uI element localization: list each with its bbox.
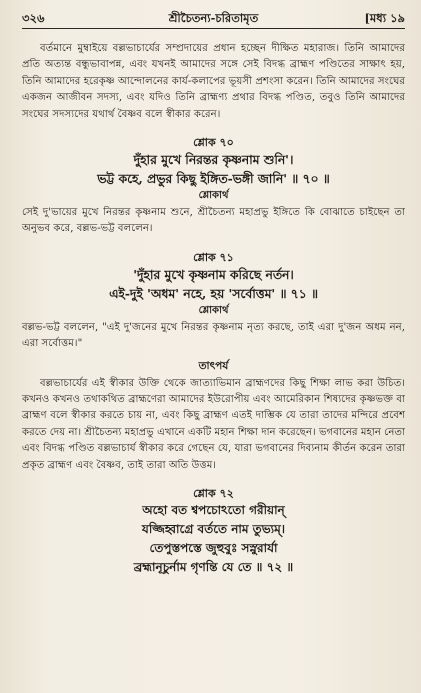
verse-72-line-4: ব্রহ্মানূচুর্নাম গৃণন্তি যে তে ॥ ৭২ ॥ bbox=[133, 560, 294, 575]
running-title: শ্রীচৈতন্য-চরিতামৃত bbox=[168, 11, 259, 25]
verse-71-translation-label: শ্লোকার্থ bbox=[198, 304, 229, 316]
verse-70-line-2: ভট্ট কহে, প্রভুর কিছু ইঙ্গিত-ভঙ্গী জানি' ॥ ৭০ ॥ bbox=[97, 171, 330, 187]
page-header bbox=[22, 8, 405, 29]
verse-71-line-1: 'দুঁহার মুখে কৃষ্ণনাম করিছে নর্তন। bbox=[133, 266, 294, 282]
verse-70-translation: সেই দু'ভায়ের মুখে নিরন্তর কৃষ্ণনাম শুনে, শ্রীচৈতন্য মহাপ্রভু ইঙ্গিতে কি বোঝাতে চাইছেন তা অনুভব করে, বল্লভ-ভট্ট বললেন। bbox=[22, 207, 405, 235]
verse-70-translation-label: শ্লোকার্থ bbox=[198, 190, 229, 202]
verse-70-line-1: দুঁহার মুখে নিরন্তর কৃষ্ণনাম শুনি'। bbox=[133, 152, 294, 168]
intro-paragraph: বর্তমানে মুম্বাইয়ে বল্লভাচার্যের সম্প্রদায়ের প্রধান হচ্ছেন দীক্ষিত মহারাজ। তিনি আমাদের প্রতি অত্যন্ত বন্ধুভাবাপন্ন, এবং যখনই আমাদের সঙ্গে সেই বিদগ্ধ ব্রাহ্মণ পণ্ডিতের সাক্ষাৎ হয়, তিনি আমাদের হরেকৃষ্ণ আন্দোলনের কার্য-কলাপের ভূয়সী প্রশংসা করেন। তিনি আমাদের সংঘের একজন আজীবন সদস্য, এবং যদিও তিনি ব্রাহ্মণ্য প্রথার বিদগ্ধ পণ্ডিত, তবুও তিনি আমাদের সংঘের সদস্যদের যথার্থ বৈষ্ণব বলে স্বীকার করেন। bbox=[22, 43, 405, 120]
verse-72-line-1: অহো বত শ্বপচোঽতো গরীয়ান্ bbox=[142, 503, 285, 518]
purport-label: তাৎপর্য bbox=[198, 359, 229, 372]
verse-72-line-2: যজ্জিহ্বাগ্রে বর্ততে নাম তুভ্যম্। bbox=[141, 522, 286, 537]
page-number: ৩২৬ bbox=[22, 11, 45, 25]
verse-71-line-2: এই-দুই 'অধম' নহে, হয় 'সর্বোত্তম' ॥ ৭১ ॥ bbox=[109, 285, 318, 301]
verse-70-heading: শ্লোক ৭০ bbox=[193, 136, 234, 150]
verse-71-translation: বল্লভ-ভট্ট বললেন, "এই দু'জনের মুখে নিরন্তর কৃষ্ণনাম নৃত্য করছে, তাই এরা দু'জন অধম নন, এরা সর্বোত্তম।" bbox=[22, 321, 405, 350]
purport-text: বল্লভাচার্যের এই স্বীকার উক্তি থেকে জাত্যাভিমান ব্রাহ্মণদের কিছু শিক্ষা লাভ করা উচিত। কখনও কখনও তথাকথিত ব্রাহ্মণেরা আমাদের ইউরোপীয় এবং আমেরিকান শিষ্যদের কৃষ্ণভক্ত বা ব্রাহ্মণ বলে স্বীকার করতে চায় না, এবং কিছু ব্রাহ্মণ এতই দাম্ভিক যে তারা তাদের মন্দিরে প্রবেশ করতে দেয় না। শ্রীচৈতন্য মহাপ্রভু এখানে একটি মহান শিক্ষা দান করেছেন। ভগবানের মহান নেতা এবং বিদগ্ধ পণ্ডিত বল্লভাচার্য স্বীকার করে গেছেন যে, যারা ভগবানের দিব্যনাম কীর্তন করেন তারা প্রকৃত ব্রাহ্মণ এবং বৈষ্ণব, তাই তারা অতি উত্তম। bbox=[22, 377, 405, 471]
chapter-marker: [মধ্য ১৯ bbox=[364, 11, 405, 25]
verse-72-heading: শ্লোক ৭২ bbox=[193, 487, 234, 501]
verse-71-heading: শ্লোক ৭১ bbox=[193, 250, 234, 264]
verse-72-line-3: তেপুস্তপস্তে জুহুবুঃ সস্নুরার্যা bbox=[149, 541, 278, 556]
